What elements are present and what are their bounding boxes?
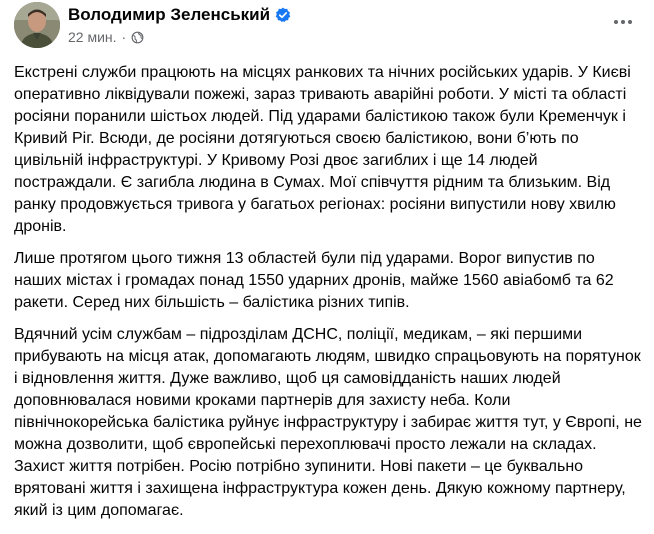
avatar-portrait-icon <box>14 2 60 48</box>
author-avatar[interactable] <box>14 2 60 48</box>
post-timestamp[interactable]: 22 мин. <box>68 29 117 45</box>
post-paragraph: Екстрені служби працюють на місцях ранкових та нічних російських ударів. У Києві оперативно ліквідували пожежі, зараз тривають аварійні роботи. У місті та області росіяни поранили шістьох людей. Під ударами балістикою також були Кременчук і Кривий Ріг. Всюди, де росіяни дотягуються своєю балістикою, вони б’ють по цивільній інфраструктурі. У Кривому Розі двоє загиблих і ще 14 людей постраждали. Є загибла людина в Сумах. Мої співчуття рідним та близьким. Від ранку продовжується тривога у багатьох регіонах: росіяни випустили нову хвилю дронів. <box>14 64 631 235</box>
verified-badge-icon <box>275 7 291 23</box>
author-line <box>68 4 291 26</box>
globe-icon[interactable] <box>131 31 144 44</box>
more-dot-icon <box>621 20 625 24</box>
post-meta <box>68 28 144 46</box>
post-paragraph: Лише протягом цього тижня 13 областей були під ударами. Ворог випустив по наших містах і громадах понад 1550 ударних дронів, майже 1560 авіабомб та 62 ракети. Серед них більшість – балістика різних типів. <box>14 250 614 311</box>
post-content <box>14 62 642 532</box>
post-header <box>14 2 640 50</box>
meta-separator: · <box>121 29 127 45</box>
post-paragraph: Вдячний усім службам – підрозділам ДСНС, поліції, медикам, – які першими прибувають на місця атак, допомагають людям, швидко спрацьовують на порятунок і відновлення життя. Дуже важливо, щоб ця самовідданість наших людей доповнювалася новими кроками партнерів для захисту неба. Коли північнокорейська балістика руйнує інфраструктуру і забирає життя тут, у Європі, не можна дозволити, щоб європейські перехоплювачі просто лежали на складах. Захист життя потрібен. Росію потрібно зупинити. Нові пакети – це буквально врятовані життя і захищена інфраструктура кожен день. Дякую кожному партнеру, який із цим допомагає. <box>14 326 642 519</box>
more-dot-icon <box>614 20 618 24</box>
more-dot-icon <box>628 20 632 24</box>
author-name[interactable]: Володимир Зеленський <box>68 5 271 24</box>
more-options-button[interactable] <box>606 8 640 36</box>
